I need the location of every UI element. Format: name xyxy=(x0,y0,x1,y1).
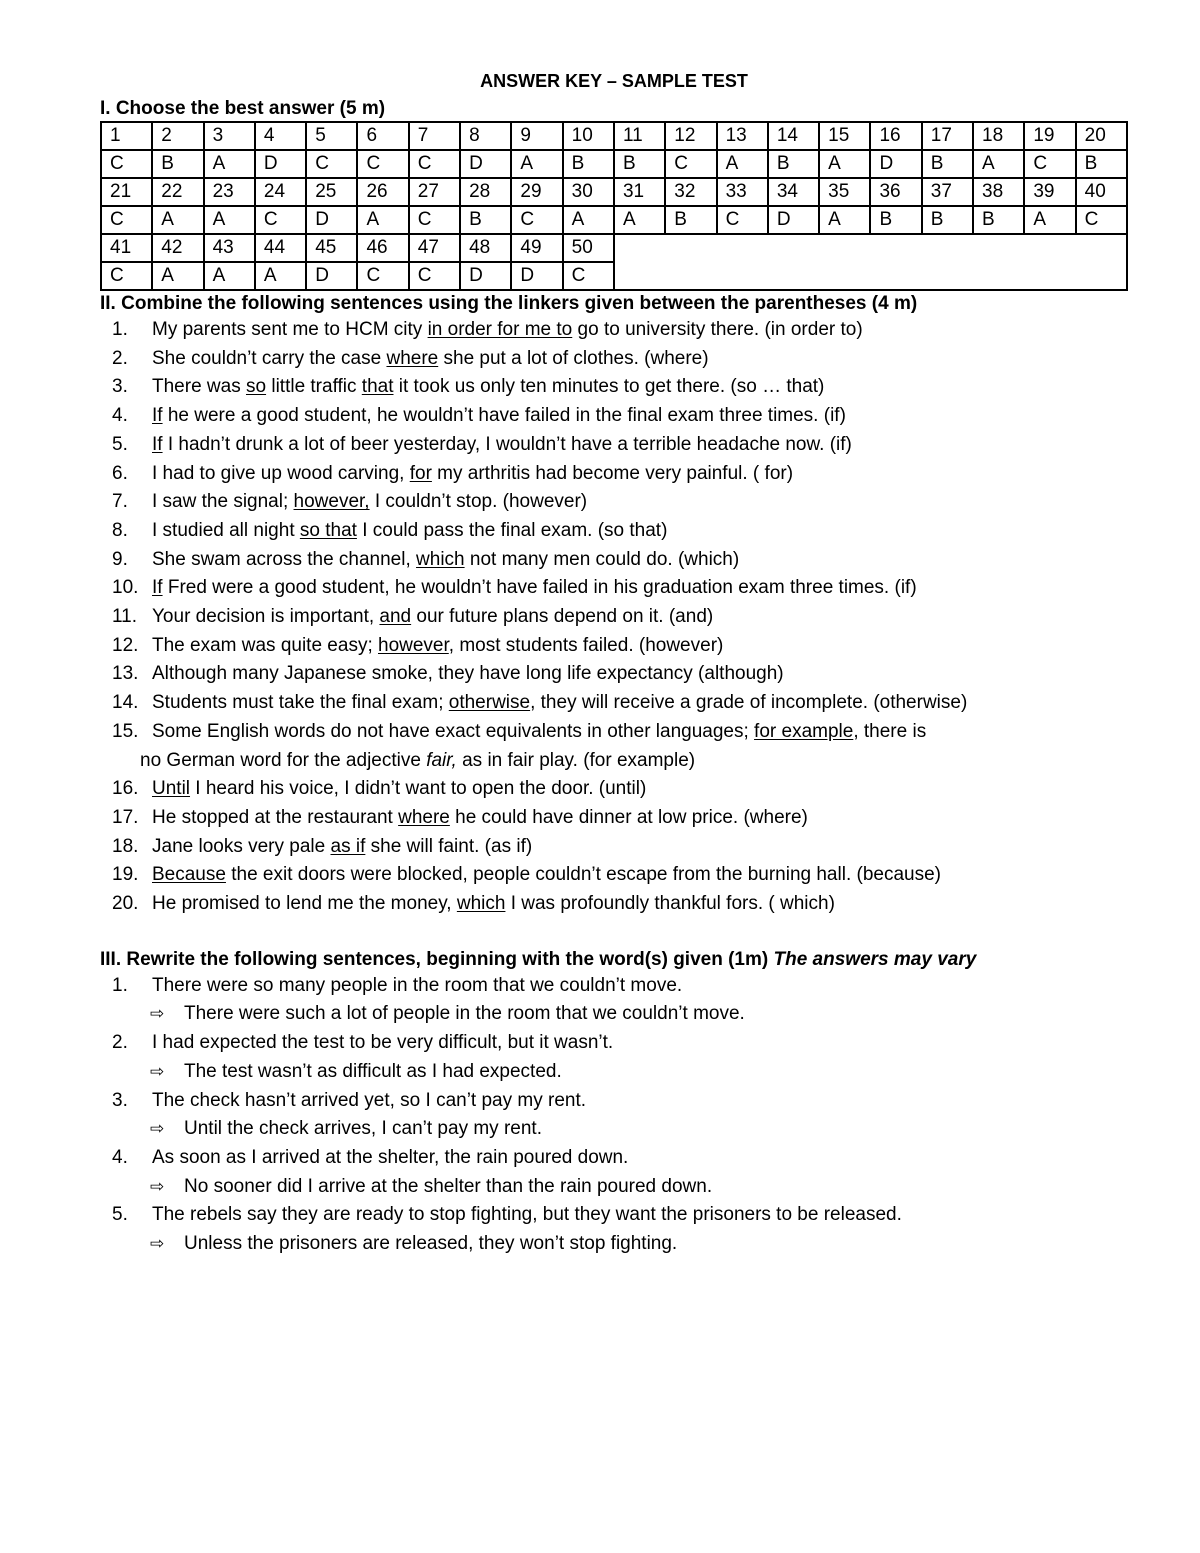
linker-underlined: Because xyxy=(152,864,226,886)
rewrite-question xyxy=(100,1201,1128,1230)
text-segment: , they will receive a grade of incomplete. (otherwise) xyxy=(530,692,968,714)
question-number-cell: 12 xyxy=(665,122,716,150)
answer-letter-cell: B xyxy=(1076,150,1127,178)
answer-text: The test wasn’t as difficult as I had expected. xyxy=(184,1060,562,1082)
question-number-cell: 32 xyxy=(665,178,716,206)
arrow-icon: ⇨ xyxy=(150,1004,165,1024)
text-segment: he could have dinner at low price. (where) xyxy=(449,806,808,828)
combine-item xyxy=(100,402,1128,431)
answer-letter-cell: C xyxy=(717,206,768,234)
combine-item xyxy=(100,345,1128,374)
answer-text: Unless the prisoners are released, they won’t stop fighting. xyxy=(184,1233,678,1255)
item-text xyxy=(152,804,1128,833)
question-text: The check hasn’t arrived yet, so I can’t pay my rent. xyxy=(152,1089,587,1111)
text-segment: Although many Japanese smoke, they have long life expectancy (although) xyxy=(152,663,784,685)
combine-item xyxy=(100,316,1128,345)
arrow-icon: ⇨ xyxy=(150,1176,165,1196)
text-segment: Jane looks very pale xyxy=(152,835,331,857)
item-text xyxy=(152,431,1128,460)
question-number-row xyxy=(101,234,1127,262)
linker-underlined: that xyxy=(361,376,394,398)
question-number-cell: 48 xyxy=(460,234,511,262)
section-3-heading-text: III. Rewrite the following sentences, beginning with the word(s) given (1m) xyxy=(100,948,774,970)
answer-text: Until the check arrives, I can’t pay my rent. xyxy=(184,1118,542,1140)
item-text xyxy=(152,345,1128,374)
combine-item xyxy=(100,890,1128,919)
combine-item xyxy=(100,833,1128,862)
combine-item xyxy=(100,804,1128,833)
question-number-cell: 34 xyxy=(768,178,819,206)
question-number-cell: 41 xyxy=(101,234,152,262)
item-number: 9. xyxy=(112,548,128,570)
text-segment: , most students failed. (however) xyxy=(448,634,724,656)
item-number: 5. xyxy=(112,1204,128,1226)
answer-letter-cell: A xyxy=(614,206,665,234)
question-number-cell: 46 xyxy=(357,234,408,262)
item-text xyxy=(152,775,1128,804)
question-number-cell: 24 xyxy=(255,178,306,206)
section-3-note: The answers may vary xyxy=(773,948,977,970)
text-segment: I saw the signal; xyxy=(152,491,294,513)
item-number: 12. xyxy=(112,634,139,656)
text-segment: She swam across the channel, xyxy=(152,548,417,570)
answer-letter-cell: C xyxy=(1076,206,1127,234)
combine-sentences-list xyxy=(100,316,1128,919)
answer-letter-cell: C xyxy=(101,262,152,290)
linker-underlined: which xyxy=(416,548,465,570)
question-number-cell: 1 xyxy=(101,122,152,150)
answer-letter-row xyxy=(101,150,1127,178)
item-number: 3. xyxy=(112,1089,128,1111)
arrow-icon: ⇨ xyxy=(150,1061,165,1081)
text-segment: He promised to lend me the money, xyxy=(152,893,457,915)
answer-letter-cell: A xyxy=(717,150,768,178)
text-segment: There was xyxy=(152,376,246,398)
answer-letter-row xyxy=(101,206,1127,234)
section-3-heading xyxy=(100,947,1128,972)
item-text xyxy=(152,316,1128,345)
answer-letter-cell: C xyxy=(409,262,460,290)
question-number-cell: 43 xyxy=(204,234,255,262)
question-number-cell: 2 xyxy=(152,122,203,150)
rewrite-answer xyxy=(100,1000,1128,1029)
combine-item xyxy=(100,861,1128,890)
question-number-cell: 33 xyxy=(717,178,768,206)
text-segment: go to university there. (in order to) xyxy=(572,319,863,340)
item-number: 5. xyxy=(112,433,128,455)
linker-underlined: for example xyxy=(754,720,854,742)
linker-underlined: so that xyxy=(299,519,357,541)
question-number-cell: 50 xyxy=(563,234,614,262)
question-number-cell: 25 xyxy=(306,178,357,206)
linker-underlined: in order for me to xyxy=(427,319,573,340)
answer-letter-cell: D xyxy=(511,262,562,290)
item-number: 20. xyxy=(112,893,139,915)
document-title: ANSWER KEY – SAMPLE TEST xyxy=(480,71,748,91)
answer-text: There were such a lot of people in the room that we couldn’t move. xyxy=(184,1003,745,1025)
answer-letter-cell: D xyxy=(306,206,357,234)
rewrite-answer xyxy=(100,1058,1128,1087)
item-text xyxy=(152,517,1128,546)
item-number: 2. xyxy=(112,1032,128,1054)
item-continuation xyxy=(100,747,1128,776)
text-segment: He stopped at the restaurant xyxy=(152,806,399,828)
item-number: 10. xyxy=(112,577,139,599)
item-text xyxy=(152,861,1128,890)
answer-letter-cell: C xyxy=(563,262,614,290)
rewrite-answer xyxy=(100,1230,1128,1259)
item-number: 1. xyxy=(112,319,128,340)
linker-underlined: where xyxy=(398,806,450,828)
answer-letter-cell: A xyxy=(152,206,203,234)
answer-letter-cell: A xyxy=(152,262,203,290)
item-text xyxy=(152,546,1128,575)
section-2-heading: II. Combine the following sentences using the linkers given between the parentheses (4 m) xyxy=(100,293,918,314)
question-number-cell: 44 xyxy=(255,234,306,262)
question-number-cell: 30 xyxy=(563,178,614,206)
question-number-cell: 42 xyxy=(152,234,203,262)
answer-letter-cell: B xyxy=(665,206,716,234)
spacer xyxy=(100,919,1128,947)
linker-underlined: which xyxy=(456,893,506,915)
text-segment: I had to give up wood carving, xyxy=(152,462,410,484)
question-number-cell: 6 xyxy=(357,122,408,150)
item-number: 15. xyxy=(112,720,139,742)
answer-letter-cell: A xyxy=(819,206,870,234)
combine-item xyxy=(100,546,1128,575)
item-text xyxy=(152,460,1128,489)
linker-underlined: however xyxy=(378,634,449,656)
question-number-cell: 14 xyxy=(768,122,819,150)
linker-underlined: as if xyxy=(330,835,366,857)
item-number: 16. xyxy=(112,778,139,800)
item-number: 18. xyxy=(112,835,139,857)
question-number-cell: 22 xyxy=(152,178,203,206)
linker-underlined: however, xyxy=(293,491,370,513)
answer-letter-cell: B xyxy=(973,206,1024,234)
answer-letter-cell: C xyxy=(101,206,152,234)
combine-item xyxy=(100,574,1128,603)
item-text xyxy=(152,488,1128,517)
item-number: 13. xyxy=(112,663,139,685)
question-number-cell: 49 xyxy=(511,234,562,262)
answer-letter-cell: B xyxy=(922,150,973,178)
item-number: 19. xyxy=(112,864,139,886)
rewrite-question xyxy=(100,972,1128,1001)
question-number-cell: 5 xyxy=(306,122,357,150)
item-text xyxy=(152,603,1128,632)
item-text xyxy=(152,632,1128,661)
answer-letter-cell: B xyxy=(460,206,511,234)
answer-letter-cell: A xyxy=(819,150,870,178)
text-segment: it took us only ten minutes to get there. (so … that) xyxy=(393,376,825,398)
linker-underlined: for xyxy=(409,462,432,484)
question-number-cell: 16 xyxy=(870,122,921,150)
linker-underlined: otherwise xyxy=(448,692,531,714)
text-segment: I heard his voice, I didn’t want to open the door. (until) xyxy=(190,778,647,800)
item-text xyxy=(152,574,1128,603)
question-number-cell: 11 xyxy=(614,122,665,150)
question-number-cell: 37 xyxy=(922,178,973,206)
answer-letter-cell: D xyxy=(870,150,921,178)
answer-letter-cell: B xyxy=(922,206,973,234)
answer-text: No sooner did I arrive at the shelter than the rain poured down. xyxy=(184,1175,713,1197)
question-number-cell: 4 xyxy=(255,122,306,150)
question-number-cell: 31 xyxy=(614,178,665,206)
section-1-heading: I. Choose the best answer (5 m) xyxy=(100,98,386,119)
combine-item xyxy=(100,431,1128,460)
linker-underlined: where xyxy=(386,347,439,369)
text-segment: The exam was quite easy; xyxy=(152,634,378,656)
question-number-cell: 10 xyxy=(563,122,614,150)
answer-letter-cell: A xyxy=(204,150,255,178)
text-segment: Fred were a good student, he wouldn’t have failed in his graduation exam three times. (if) xyxy=(162,577,917,599)
text-segment: She couldn’t carry the case xyxy=(152,347,387,369)
combine-item xyxy=(100,460,1128,489)
rewrite-sentences-list xyxy=(100,972,1128,1259)
question-number-cell: 21 xyxy=(101,178,152,206)
question-number-cell: 28 xyxy=(460,178,511,206)
text-segment: my arthritis had become very painful. ( for) xyxy=(431,462,794,484)
question-number-cell: 45 xyxy=(306,234,357,262)
italic-word: fair, xyxy=(426,749,457,771)
arrow-icon: ⇨ xyxy=(150,1119,165,1139)
question-number-row xyxy=(101,122,1127,150)
answer-letter-cell: C xyxy=(101,150,152,178)
answer-letter-cell: B xyxy=(870,206,921,234)
question-number-cell: 7 xyxy=(409,122,460,150)
linker-underlined: If xyxy=(152,577,163,599)
item-number: 1. xyxy=(112,974,128,996)
text-segment: no German word for the adjective xyxy=(140,749,427,771)
text-segment: Students must take the final exam; xyxy=(152,692,449,714)
item-number: 8. xyxy=(112,519,128,541)
question-number-cell: 3 xyxy=(204,122,255,150)
combine-item xyxy=(100,373,1128,402)
combine-item xyxy=(100,718,1128,747)
item-number: 4. xyxy=(112,405,128,427)
text-segment: I was profoundly thankful fors. ( which) xyxy=(505,893,835,915)
question-text: The rebels say they are ready to stop fighting, but they want the prisoners to be released. xyxy=(152,1204,902,1226)
answer-letter-cell: D xyxy=(255,150,306,178)
item-number: 7. xyxy=(112,491,128,513)
answer-letter-cell: C xyxy=(357,150,408,178)
rewrite-question xyxy=(100,1144,1128,1173)
linker-underlined: If xyxy=(152,405,163,427)
item-text xyxy=(152,660,1128,689)
text-segment: , there is xyxy=(853,720,927,742)
answer-letter-cell: B xyxy=(563,150,614,178)
answer-letter-cell: D xyxy=(768,206,819,234)
answer-letter-cell: A xyxy=(255,262,306,290)
item-text xyxy=(152,373,1128,402)
answer-letter-cell: D xyxy=(460,150,511,178)
question-number-cell: 18 xyxy=(973,122,1024,150)
rewrite-answer xyxy=(100,1173,1128,1202)
answer-letter-cell: C xyxy=(306,150,357,178)
text-segment: little traffic xyxy=(266,376,362,398)
text-segment: I hadn’t drunk a lot of beer yesterday, I wouldn’t have a terrible headache now. (if) xyxy=(162,433,852,455)
text-segment: I studied all night xyxy=(152,519,300,541)
answer-letter-cell: A xyxy=(357,206,408,234)
combine-item xyxy=(100,603,1128,632)
question-number-row xyxy=(101,178,1127,206)
question-number-cell: 9 xyxy=(511,122,562,150)
answer-letter-cell: C xyxy=(409,150,460,178)
question-number-cell: 17 xyxy=(922,122,973,150)
answer-letter-cell: B xyxy=(152,150,203,178)
text-segment: Your decision is important, xyxy=(152,606,380,628)
question-number-cell: 26 xyxy=(357,178,408,206)
text-segment: not many men could do. (which) xyxy=(464,548,740,570)
answer-letter-cell: A xyxy=(204,206,255,234)
answer-letter-cell: C xyxy=(255,206,306,234)
answer-letter-cell: D xyxy=(306,262,357,290)
answer-letter-cell: C xyxy=(511,206,562,234)
answer-letter-cell: A xyxy=(204,262,255,290)
linker-underlined: If xyxy=(152,433,163,455)
item-text xyxy=(152,890,1128,919)
answer-grid xyxy=(100,121,1128,291)
question-number-cell: 47 xyxy=(409,234,460,262)
answer-letter-cell: C xyxy=(409,206,460,234)
item-number: 6. xyxy=(112,462,128,484)
item-text xyxy=(152,833,1128,862)
rewrite-question xyxy=(100,1087,1128,1116)
question-text: There were so many people in the room that we couldn’t move. xyxy=(152,974,683,996)
linker-underlined: so xyxy=(245,376,267,398)
rewrite-question xyxy=(100,1029,1128,1058)
text-segment: My parents sent me to HCM city xyxy=(152,319,428,340)
question-number-cell: 27 xyxy=(409,178,460,206)
question-text: As soon as I arrived at the shelter, the rain poured down. xyxy=(152,1146,629,1168)
question-number-cell: 19 xyxy=(1024,122,1075,150)
item-number: 2. xyxy=(112,347,128,369)
answer-letter-cell: D xyxy=(460,262,511,290)
combine-item xyxy=(100,689,1128,718)
question-number-cell: 29 xyxy=(511,178,562,206)
text-segment: the exit doors were blocked, people couldn’t escape from the burning hall. (because) xyxy=(225,864,941,886)
item-number: 17. xyxy=(112,806,139,828)
question-number-cell: 35 xyxy=(819,178,870,206)
combine-item xyxy=(100,517,1128,546)
item-text xyxy=(152,718,1128,747)
document-page xyxy=(100,66,1128,1259)
item-number: 3. xyxy=(112,376,128,398)
linker-underlined: Until xyxy=(152,778,191,800)
question-number-cell: 38 xyxy=(973,178,1024,206)
empty-cell xyxy=(614,234,1127,290)
item-text xyxy=(152,402,1128,431)
answer-letter-cell: C xyxy=(357,262,408,290)
question-text: I had expected the test to be very difficult, but it wasn’t. xyxy=(152,1032,614,1054)
text-segment: he were a good student, he wouldn’t have failed in the final exam three times. (if) xyxy=(162,405,846,427)
combine-item xyxy=(100,488,1128,517)
text-segment: I couldn’t stop. (however) xyxy=(369,491,588,513)
question-number-cell: 15 xyxy=(819,122,870,150)
question-number-cell: 13 xyxy=(717,122,768,150)
answer-letter-cell: C xyxy=(1024,150,1075,178)
question-number-cell: 8 xyxy=(460,122,511,150)
combine-item xyxy=(100,632,1128,661)
question-number-cell: 40 xyxy=(1076,178,1127,206)
arrow-icon: ⇨ xyxy=(150,1234,165,1254)
question-number-cell: 23 xyxy=(204,178,255,206)
item-text xyxy=(152,689,1128,718)
question-number-cell: 36 xyxy=(870,178,921,206)
answer-letter-cell: C xyxy=(665,150,716,178)
answer-letter-cell: A xyxy=(563,206,614,234)
combine-item xyxy=(100,775,1128,804)
answer-letter-cell: A xyxy=(973,150,1024,178)
text-segment: Some English words do not have exact equivalents in other languages; xyxy=(152,720,755,742)
question-number-cell: 39 xyxy=(1024,178,1075,206)
answer-letter-cell: B xyxy=(614,150,665,178)
item-number: 4. xyxy=(112,1146,128,1168)
item-number: 11. xyxy=(112,606,138,628)
answer-letter-cell: A xyxy=(1024,206,1075,234)
text-segment: she will faint. (as if) xyxy=(365,835,533,857)
text-segment: she put a lot of clothes. (where) xyxy=(438,347,709,369)
combine-item xyxy=(100,660,1128,689)
rewrite-answer xyxy=(100,1115,1128,1144)
linker-underlined: and xyxy=(379,606,412,628)
text-segment: I could pass the final exam. (so that) xyxy=(356,519,668,541)
text-segment: as in fair play. (for example) xyxy=(456,749,696,771)
question-number-cell: 20 xyxy=(1076,122,1127,150)
text-segment: our future plans depend on it. (and) xyxy=(411,606,714,628)
answer-letter-cell: B xyxy=(768,150,819,178)
item-number: 14. xyxy=(112,692,139,714)
answer-letter-cell: A xyxy=(511,150,562,178)
